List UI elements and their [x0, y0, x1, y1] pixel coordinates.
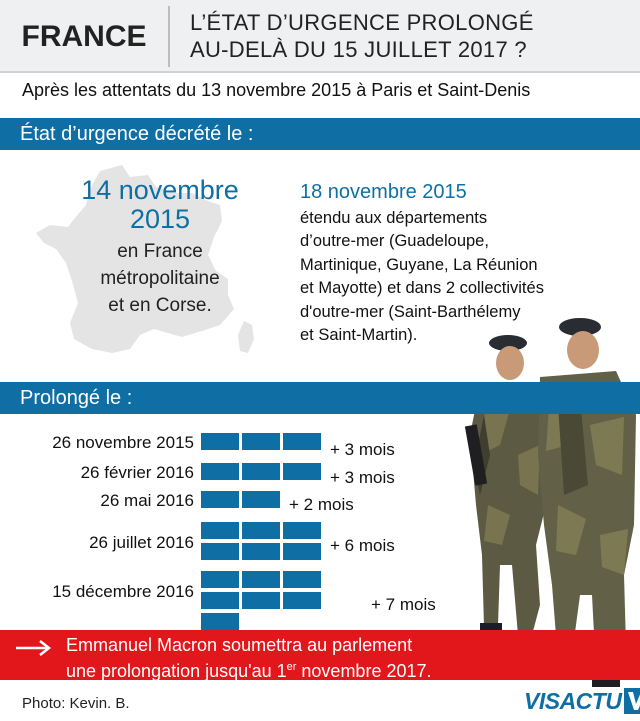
extension-date-3: 26 mai 2016 [100, 491, 194, 510]
month-bar-segment [283, 433, 321, 450]
extension-date-4: 26 juillet 2016 [89, 533, 194, 552]
month-bar-segment [242, 543, 280, 560]
first-decree-description-line-2: métropolitaine [100, 268, 220, 289]
month-bar-segment [201, 463, 239, 480]
extension-duration-4: + 6 mois [330, 536, 395, 555]
month-bar-segment [242, 522, 280, 539]
arrow-right-icon [14, 638, 54, 658]
month-bar-segment [242, 592, 280, 609]
headline [190, 9, 630, 63]
logo-wordmark: VISACTU [524, 687, 622, 714]
headline-line-2: AU-DELÀ DU 15 JUILLET 2017 ? [190, 37, 527, 62]
first-decree-description-line-3: et en Corse. [108, 295, 212, 316]
month-bar-segment [283, 571, 321, 588]
first-decree-date [60, 176, 260, 234]
month-bar-segment [283, 463, 321, 480]
first-decree-date-line-1: 14 novembre [81, 175, 239, 205]
announcement-superscript: er [286, 661, 297, 673]
announcement-band [0, 630, 640, 680]
first-decree-date-line-2: 2015 [129, 204, 191, 234]
month-bar-segment [201, 433, 239, 450]
second-decree-line-1: étendu aux départements [300, 209, 488, 227]
header [0, 0, 640, 73]
section-band-extensions: Prolongé le : [0, 382, 640, 414]
month-bar-segment [201, 543, 239, 560]
second-decree-line-6: et Saint-Martin). [300, 326, 418, 345]
second-decree-date: 18 novembre 2015 [300, 181, 467, 203]
extension-duration-5: + 7 mois [371, 595, 436, 614]
visactu-logo [524, 687, 640, 715]
extension-duration-2: + 3 mois [330, 468, 395, 487]
month-bar-segment [201, 491, 239, 508]
month-bar-segment [242, 463, 280, 480]
announcement-line-2-start: une prolongation jusqu'au 1 [66, 661, 287, 681]
second-decree-line-5: d'outre-mer (Saint-Barthélemy [300, 302, 521, 321]
first-decree-description-line-1: en France [117, 241, 203, 262]
second-decree-line-3: Martinique, Guyane, La Réunion [300, 255, 538, 274]
extension-duration-3: + 2 mois [289, 495, 354, 514]
extension-date-1: 26 novembre 2015 [52, 433, 194, 452]
subtitle: Après les attentats du 13 novembre 2015 à Paris et Saint-Denis [22, 80, 531, 100]
headline-line-1: L’ÉTAT D’URGENCE PROLONGÉ [190, 10, 534, 35]
month-bar-segment [201, 571, 239, 588]
extension-date-5: 15 décembre 2016 [52, 582, 194, 601]
month-bar-segment [242, 491, 280, 508]
month-bar-segment [242, 571, 280, 588]
month-bar-segment [201, 592, 239, 609]
month-bar-segment [201, 522, 239, 539]
announcement-line-2-end: novembre 2017. [296, 661, 432, 681]
month-bar-segment [242, 433, 280, 450]
country-label: FRANCE [21, 19, 147, 53]
logo-mark-icon [624, 688, 640, 714]
month-bar-segment [283, 522, 321, 539]
second-decree-line-4: et Mayotte) et dans 2 collectivités [300, 279, 544, 298]
header-divider [168, 6, 170, 67]
section-band-decree: État d’urgence décrété le : [0, 118, 640, 150]
extension-date-2: 26 février 2016 [80, 463, 194, 482]
month-bar-segment [283, 592, 321, 609]
announcement-line-2 [66, 656, 432, 682]
extension-duration-1: + 3 mois [330, 440, 395, 459]
second-decree-line-2: d’outre-mer (Guadeloupe, [300, 232, 489, 251]
month-bar-segment [283, 543, 321, 560]
month-bar-segment [201, 613, 239, 630]
first-decree-description [60, 238, 260, 319]
photo-credit: Photo: Kevin. B. [22, 695, 130, 712]
announcement-line-1: Emmanuel Macron soumettra au parlement [66, 635, 413, 655]
